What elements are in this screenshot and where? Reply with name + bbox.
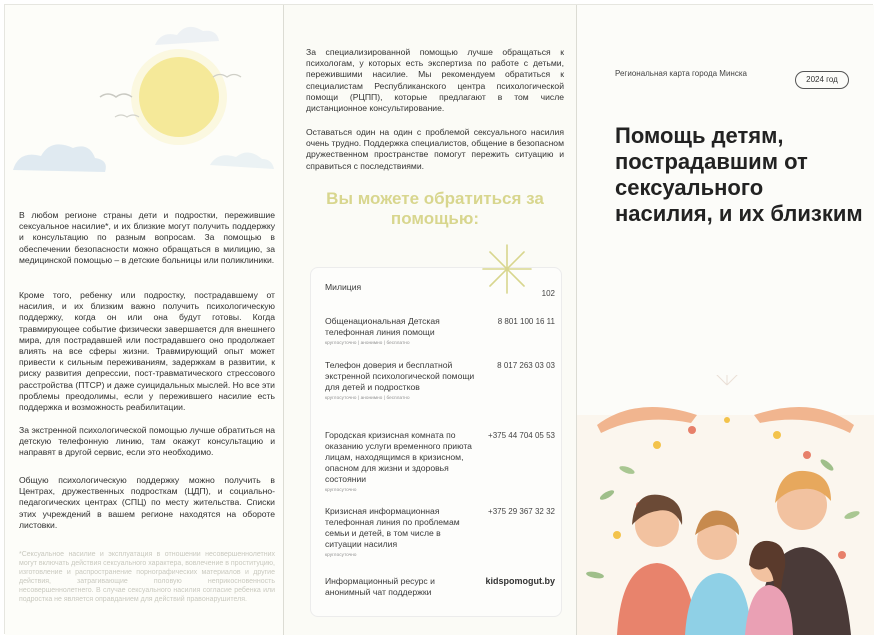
footnote: *Сексуальное насилие и эксплуатация в отношении несовершеннолетних могут включать действия сексуального характера, вовлечение в проституцию, изготовление и распространение порнографических материалов и другие действия, затрагивающие половую неприкосновенность несовершеннолетнего. В случае сексуального насилия согласие ребенка или подростка не является оправданием для действий правонарушителя. (19, 551, 275, 603)
contact-phone[interactable]: +375 29 367 32 32 (488, 507, 555, 516)
contact-child-helpline (325, 316, 555, 345)
contact-web-resource (325, 576, 555, 598)
specialist-paragraph: За специализированной помощью лучше обращаться к психологам, у которых есть экспертиза по работе с детьми, пережившими насилие. Мы рекомендуем обратиться к специалистам Республиканского центра психологической помощи (РЦПП), которые предлагают в том числе дистанционное консультирование. (306, 47, 564, 114)
cloud-icon-2 (155, 27, 219, 45)
contact-crisis-line (325, 506, 555, 557)
cover-panel (577, 5, 874, 635)
website-link[interactable]: kidspomogut.by (485, 576, 555, 586)
contacts-card (310, 267, 562, 617)
contact-name: Кризисная информационная телефонная линия по проблемам семьи и детей, в том числе в ситуации насилия (325, 506, 460, 549)
contact-phone[interactable]: 8 801 100 16 11 (497, 317, 555, 326)
contact-name: Общенациональная Детская телефонная линия помощи (325, 316, 440, 337)
middle-panel (284, 5, 576, 635)
family-illustration (577, 375, 874, 635)
contacts-heading: Вы можете обратиться за помощью: (326, 189, 544, 228)
contact-name: Городская кризисная комната по оказанию услуги временного приюта лицам, находящимся в кризисном, опасном для жизни и здоровья состоянии (325, 430, 472, 484)
psych-support-paragraph: Кроме того, ребенку или подростку, пострадавшему от насилия, и их близким важно получить психологическую поддержку, когда он или она будут готовы. Когда травмирующее событие физически завершается для внешнего мира, для пострадавшей или пострадавшего оно продолжает влиять на все сферы жизни. Травмирующий опыт может привести к сильным переживаниям, задержкам в развитии, к риску развития депрессии, пост-травматического стрессового расстройства (ПТСР) и даже суицидальных мыслей. Но все эти проблемы преодолимы, если у пережившего насилие есть поддержка и возможность реабилитации. (19, 290, 275, 413)
cover-title: Помощь детям, пострадавшим от сексуального насилия, и их близким (615, 123, 863, 226)
contact-trust-phone (325, 360, 555, 400)
contact-name: Телефон доверия и бесплатной экстренной психологической помощи для детей и подростков (325, 360, 475, 392)
intro-paragraph: В любом регионе страны дети и подростки, пережившие сексуальное насилие*, и их близкие могут получить поддержку и консультацию по разным вопросам. За помощью в обеспечении безопасности можно обращаться в милицию, за медицинской помощью – в детские больницы или поликлиники. (19, 210, 275, 265)
contact-name: Милиция (325, 282, 362, 292)
left-panel (5, 5, 283, 635)
bird-icon (100, 94, 132, 97)
contact-tags: круглосуточно | анонимно | бесплатно (325, 340, 410, 345)
centers-paragraph: Общую психологическую поддержку можно получить в Центрах, дружественных подросткам (ЦДП), и социально-педагогических центрах (СПЦ) по месту жительства. Списки этих учреждений в вашем регионе находятся на обороте листовки. (19, 475, 275, 530)
contact-name: Информационный ресурс и анонимный чат поддержки (325, 576, 435, 597)
sparkle-icon (479, 241, 535, 297)
leaflet-page (4, 4, 873, 634)
contact-phone[interactable]: 8 017 263 03 03 (497, 361, 555, 370)
contact-tags: круглосуточно (325, 552, 357, 557)
emergency-paragraph: За экстренной психологической помощью лучше обратиться на детскую телефонную линию, там окажут консультацию и направят в другой сервис, если это необходимо. (19, 425, 275, 458)
contact-phone[interactable]: 102 (541, 289, 555, 298)
cloud-icon (13, 144, 106, 172)
contact-crisis-room (325, 430, 555, 492)
contact-tags: круглосуточно (325, 487, 357, 492)
year-badge: 2024 год (795, 71, 849, 89)
contact-tags: круглосуточно | анонимно | бесплатно (325, 395, 410, 400)
support-paragraph: Оставаться один на один с проблемой сексуального насилия очень трудно. Поддержка специалистов, общение в безопасном дружественном пространстве помогут пережить ситуацию и справиться с последствиями. (306, 127, 564, 171)
sun-clouds-illustration (5, 5, 283, 195)
contact-phone[interactable]: +375 44 704 05 53 (488, 431, 555, 440)
region-label: Региональная карта города Минска (615, 69, 747, 78)
